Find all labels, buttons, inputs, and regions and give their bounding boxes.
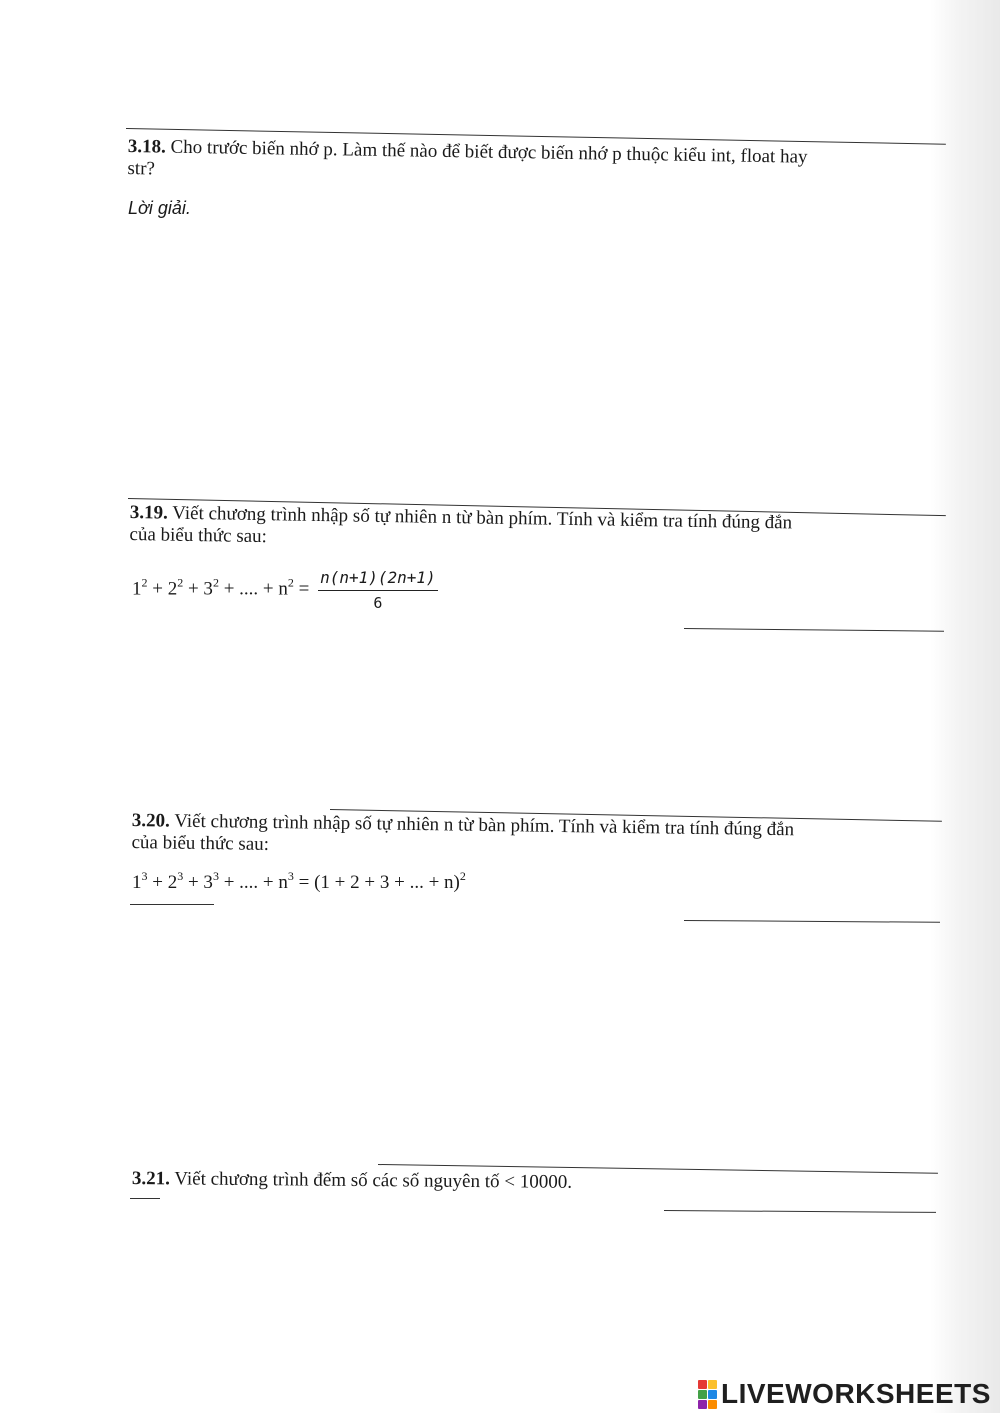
watermark-text: LIVEWORKSHEETS: [721, 1378, 991, 1409]
question-number: 3.19.: [129, 502, 168, 524]
solution-label: Lời giải.: [128, 198, 191, 218]
question-text-continued: của biểu thức sau:: [129, 523, 268, 548]
question-text-continued: str?: [127, 157, 156, 180]
rule-answer-3-20: [684, 920, 940, 923]
formula-sum-of-squares: $1^2 + 2^2 + 3^2$ + .... + $n^2$ = $\frac{n(n+1)(2n+1)}{6}$: [132, 568, 436, 612]
rule-answer-3-19: [684, 628, 944, 632]
liveworksheets-watermark: [698, 1378, 991, 1410]
fraction-numerator: n(n+1)(2n+1): [318, 568, 438, 591]
question-3-19: [129, 502, 792, 556]
question-text: Viết chương trình đếm số các số nguyên tố < 10000.: [174, 1168, 573, 1193]
question-text-continued: của biểu thức sau:: [131, 831, 270, 855]
fraction-denominator: 6: [373, 594, 383, 612]
formula-sum-of-cubes: $1^3 + 2^3 + 3^3$ + .... + $n^3 = (1 + 2 + 3$ + ... + n)$^2$: [132, 869, 466, 893]
question-text: Viết chương trình nhập số tự nhiên n từ bàn phím. Tính và kiểm tra tính đúng đắn: [172, 502, 793, 534]
fraction: [318, 568, 438, 612]
question-text: Viết chương trình nhập số tự nhiên n từ bàn phím. Tính và kiểm tra tính đúng đắn: [174, 810, 795, 841]
question-3-20: [131, 810, 794, 863]
question-text: Cho trước biến nhớ p. Làm thế nào để biết được biến nhớ p thuộc kiểu int, float hay: [170, 136, 808, 168]
question-number: 3.20.: [131, 810, 170, 832]
question-3-18: [127, 136, 807, 191]
rule-answer-3-21: [664, 1210, 936, 1213]
liveworksheets-logo-icon: [698, 1380, 717, 1409]
rule-left-3-21: [130, 1198, 160, 1199]
question-3-21: [132, 1168, 572, 1194]
question-number: 3.21.: [131, 1168, 170, 1190]
rule-formula-3-20: [130, 904, 214, 905]
question-number: 3.18.: [127, 136, 166, 158]
